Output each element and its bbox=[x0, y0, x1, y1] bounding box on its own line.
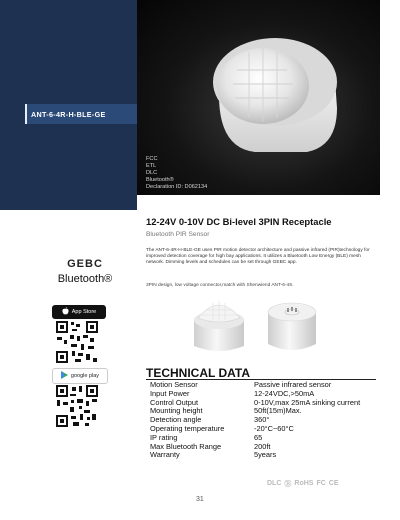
page-number: 31 bbox=[196, 496, 204, 503]
bluetooth-mark-logo: Ⓑ bbox=[284, 480, 292, 488]
spec-label: Motion Sensor bbox=[150, 380, 198, 389]
app-store-label: App Store bbox=[71, 309, 97, 315]
cert-dlc: DLC bbox=[146, 170, 158, 176]
google-play-badge[interactable] bbox=[52, 368, 108, 384]
spec-value: 360° bbox=[254, 415, 270, 425]
bluetooth-logo: Bluetooth® bbox=[57, 273, 113, 285]
spec-value: 5years bbox=[254, 450, 277, 460]
ce-logo: CE bbox=[328, 480, 339, 487]
cert-etl: ETL bbox=[146, 163, 157, 169]
cert-fcc: FCC bbox=[146, 156, 158, 162]
app-store-badge[interactable] bbox=[52, 305, 106, 319]
certification-list bbox=[146, 156, 207, 191]
spec-label: Warranty bbox=[150, 450, 180, 460]
apple-icon bbox=[62, 307, 69, 317]
fc-logo: FC bbox=[316, 480, 326, 487]
spec-value: 0-10V,max 25mA sinking current bbox=[254, 397, 361, 407]
product-subtitle: Bluetooth PIR Sensor bbox=[146, 231, 210, 238]
technical-data-title: TECHNICAL DATA bbox=[146, 366, 250, 380]
app-store-qr-code bbox=[55, 320, 99, 364]
dlc-logo: DLC bbox=[267, 480, 282, 487]
spec-value: 12-24VDC,>50mA bbox=[254, 388, 315, 398]
google-play-icon bbox=[61, 371, 68, 381]
spec-label: Detection angle bbox=[150, 415, 202, 425]
sensor-side-view-image bbox=[186, 296, 252, 358]
spec-value: 50ft(15m)Max. bbox=[254, 406, 302, 416]
product-compatibility: 3PIN design, low voltage connector,match with Shenwiend ANT-6-4S. bbox=[146, 283, 294, 288]
product-title: 12-24V 0-10V DC Bi-level 3PIN Receptacle bbox=[146, 216, 332, 227]
product-description: The ANT-6-4R-H-BLE-GE uses PIR motion detector architecture and passive infrared (PIR)technology for improved detection coverage for high bay applications. It utilizes a Bluetooth Low Energy (BLE) mesh network. Dimming levels and schedules can be set through GEBC app. bbox=[146, 248, 370, 266]
spec-label: Operating temperature bbox=[150, 423, 225, 433]
table-row bbox=[150, 451, 376, 460]
table-row bbox=[150, 425, 376, 434]
rohs-logo: RoHS bbox=[294, 480, 314, 487]
model-number: ANT-6-4R-H-BLE-GE bbox=[31, 109, 106, 119]
spec-label: Max Bluetooth Range bbox=[150, 441, 222, 451]
google-play-label: google play bbox=[70, 373, 100, 379]
spec-label: Input Power bbox=[150, 388, 190, 398]
spec-label: Mounting height bbox=[150, 406, 203, 416]
spec-value: Passive infrared sensor bbox=[254, 380, 332, 389]
google-play-qr-code bbox=[55, 384, 99, 428]
technical-data-table bbox=[150, 381, 376, 460]
spec-value: -20°C~60°C bbox=[254, 423, 294, 433]
gebc-logo: GEBC bbox=[67, 258, 103, 270]
side-strip bbox=[380, 0, 400, 210]
certification-logos bbox=[267, 478, 375, 489]
declaration-id: Declaration ID: D062134 bbox=[146, 184, 208, 190]
spec-label: Control Output bbox=[150, 397, 199, 407]
spec-value: 65 bbox=[254, 432, 263, 442]
spec-label: IP rating bbox=[150, 432, 178, 442]
sensor-bottom-view-image bbox=[262, 296, 322, 358]
spec-value: 200ft bbox=[254, 441, 271, 451]
cert-bluetooth: Bluetooth® bbox=[146, 177, 174, 183]
model-label bbox=[25, 104, 137, 124]
